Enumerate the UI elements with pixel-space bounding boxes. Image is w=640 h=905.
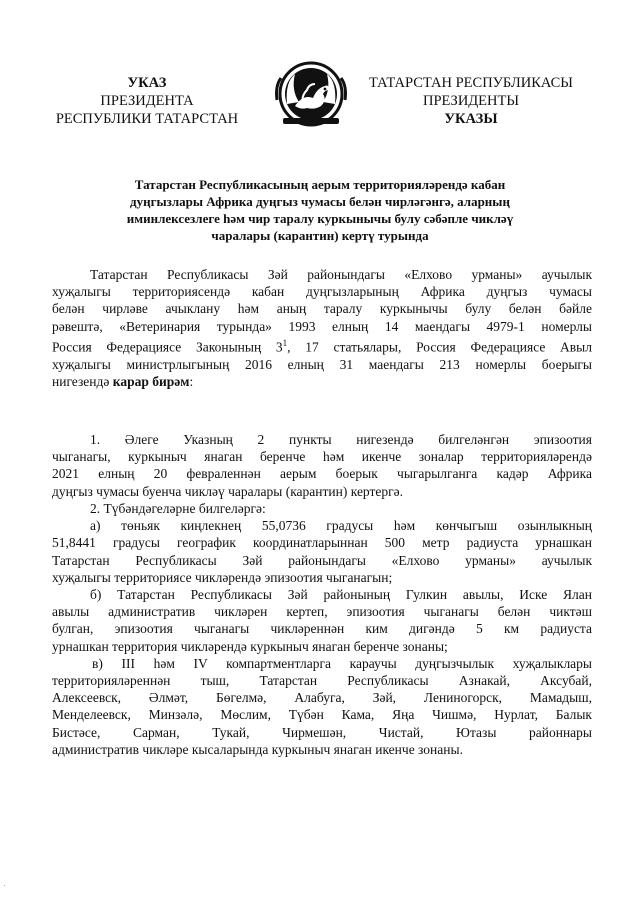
tatarstan-coat-of-arms-icon <box>273 60 349 128</box>
text-fragment: : <box>189 373 194 389</box>
text-line: белән чирләве ачыклану һәм аның таралу куркынычы булу белән бәйле <box>52 301 592 317</box>
text-line: 51,8441 градусы географик координатларыннан 500 метр радиуста урнашкан <box>52 535 592 551</box>
text-line: дуңгыз чумасы буенча чикләү чаралары (карантин) кертергә. <box>52 483 404 499</box>
text-fragment: нигезендә <box>52 373 113 389</box>
text-line: Татарстан Республикасы Зәй районындагы «Елхово урманы» аучылык <box>52 552 592 568</box>
text-line: 1. Әлеге Указның 2 пункты нигезендә билгеләнгән эпизоотия <box>90 432 592 447</box>
text-line: 2021 елның 20 февраленнән аерым боерык чыгарылганга кадәр Африка <box>52 466 592 482</box>
decree-phrase: карар бирәм <box>112 373 190 389</box>
text-line: Бистәсе, Сарман, Тукай, Чирмешән, Чистай, Ютазы районнары <box>52 724 592 740</box>
text-line: авылы административ чикләрен кертеп, эпизоотия чыганагы белән чиктәш <box>52 604 592 620</box>
text-line: административ чикләре кысаларында куркыныч янаган икенче зонаны. <box>52 741 463 757</box>
text-line <box>52 373 592 390</box>
text-line: 2. Түбәндәгеләрне билгеләргә: <box>90 501 266 516</box>
header-left-line: РЕСПУБЛИКИ ТАТАРСТАН <box>55 111 239 127</box>
text-fragment: Россия Федерациясе Законының 3 <box>52 339 283 355</box>
text-line: Менделеевск, Минзәлә, Мөслим, Түбән Кама, Яңа Чишмә, Нурлат, Балык <box>52 707 592 723</box>
text-line: а) төньяк киңлекнең 55,0736 градусы һәм көнчыгыш озынлыкның <box>90 518 592 534</box>
text-line: булган, эпизоотия чыганагы чикләреннән ким дигәндә 5 км радиуста <box>52 621 592 637</box>
superscript: 1 <box>282 337 288 348</box>
text-line: хуҗалыгы территориясе чикләрендә эпизоотия чыганагын; <box>52 569 393 585</box>
item-1-paragraph <box>52 431 592 500</box>
item-2-paragraph <box>52 500 592 758</box>
title-line: чаралары (карантин) кертү турында <box>211 228 429 243</box>
header-left-line: ПРЕЗИДЕНТА <box>100 93 194 109</box>
title-line: дуңгызлары Африка дуңгыз чумасы белән чирләгәнгә, аларның <box>130 194 510 209</box>
header-left-line: УКАЗ <box>127 75 167 91</box>
preamble-paragraph <box>52 266 592 390</box>
title-line: Татарстан Республикасының аерым территорияләрендә кабан <box>134 177 506 192</box>
text-line: в) III һәм IV компартментларга караучы дуңгызчылык хуҗалыклары <box>92 655 592 671</box>
header-left <box>22 74 272 128</box>
document-title <box>60 176 580 244</box>
header-right-line: ПРЕЗИДЕНТЫ <box>422 93 520 109</box>
title-line: иминлексезлеге һәм чир таралу куркынычы булу сәбәпле чикләү <box>126 211 514 226</box>
header-right-line: ТАТАРСТАН РЕСПУБЛИКАСЫ <box>369 75 573 91</box>
text-line: урнашкан территория чикләрендә куркыныч янаган беренче зонаны; <box>52 638 448 654</box>
text-fragment: , 17 статьялары, Россия Федерациясе Авыл <box>287 339 592 355</box>
text-line <box>52 335 592 356</box>
text-line: хуҗалыгы территориясендә кабан дуңгызларының Африка дуңгыз чумасы <box>52 284 592 300</box>
text-line: Алексеевск, Әлмәт, Бөгелмә, Алабуга, Зәй, Лениногорск, Мамадыш, <box>52 690 592 706</box>
text-line: рәвештә, «Ветеринария турында» 1993 елның 14 маендагы 4979-1 номерлы <box>52 318 592 334</box>
header-right <box>346 74 596 128</box>
margin-mark: . <box>4 882 6 888</box>
text-line: хуҗалыгы министрлыгының 2016 елның 31 маендагы 213 номерлы боерыгы <box>52 356 592 372</box>
header-right-line: УКАЗЫ <box>444 111 498 127</box>
text-line: б) Татарстан Республикасы Зәй районының Гулкин авылы, Иске Ялан <box>90 587 592 603</box>
text-line: территорияләреннән тыш, Татарстан Республикасы Азнакай, Аксубай, <box>52 673 592 689</box>
text-line: чыганагы, куркыныч янаган беренче һәм икенче зоналар территорияләрендә <box>52 449 592 465</box>
text-line: Татарстан Республикасы Зәй районындагы «Елхово урманы» аучылык <box>90 267 592 282</box>
